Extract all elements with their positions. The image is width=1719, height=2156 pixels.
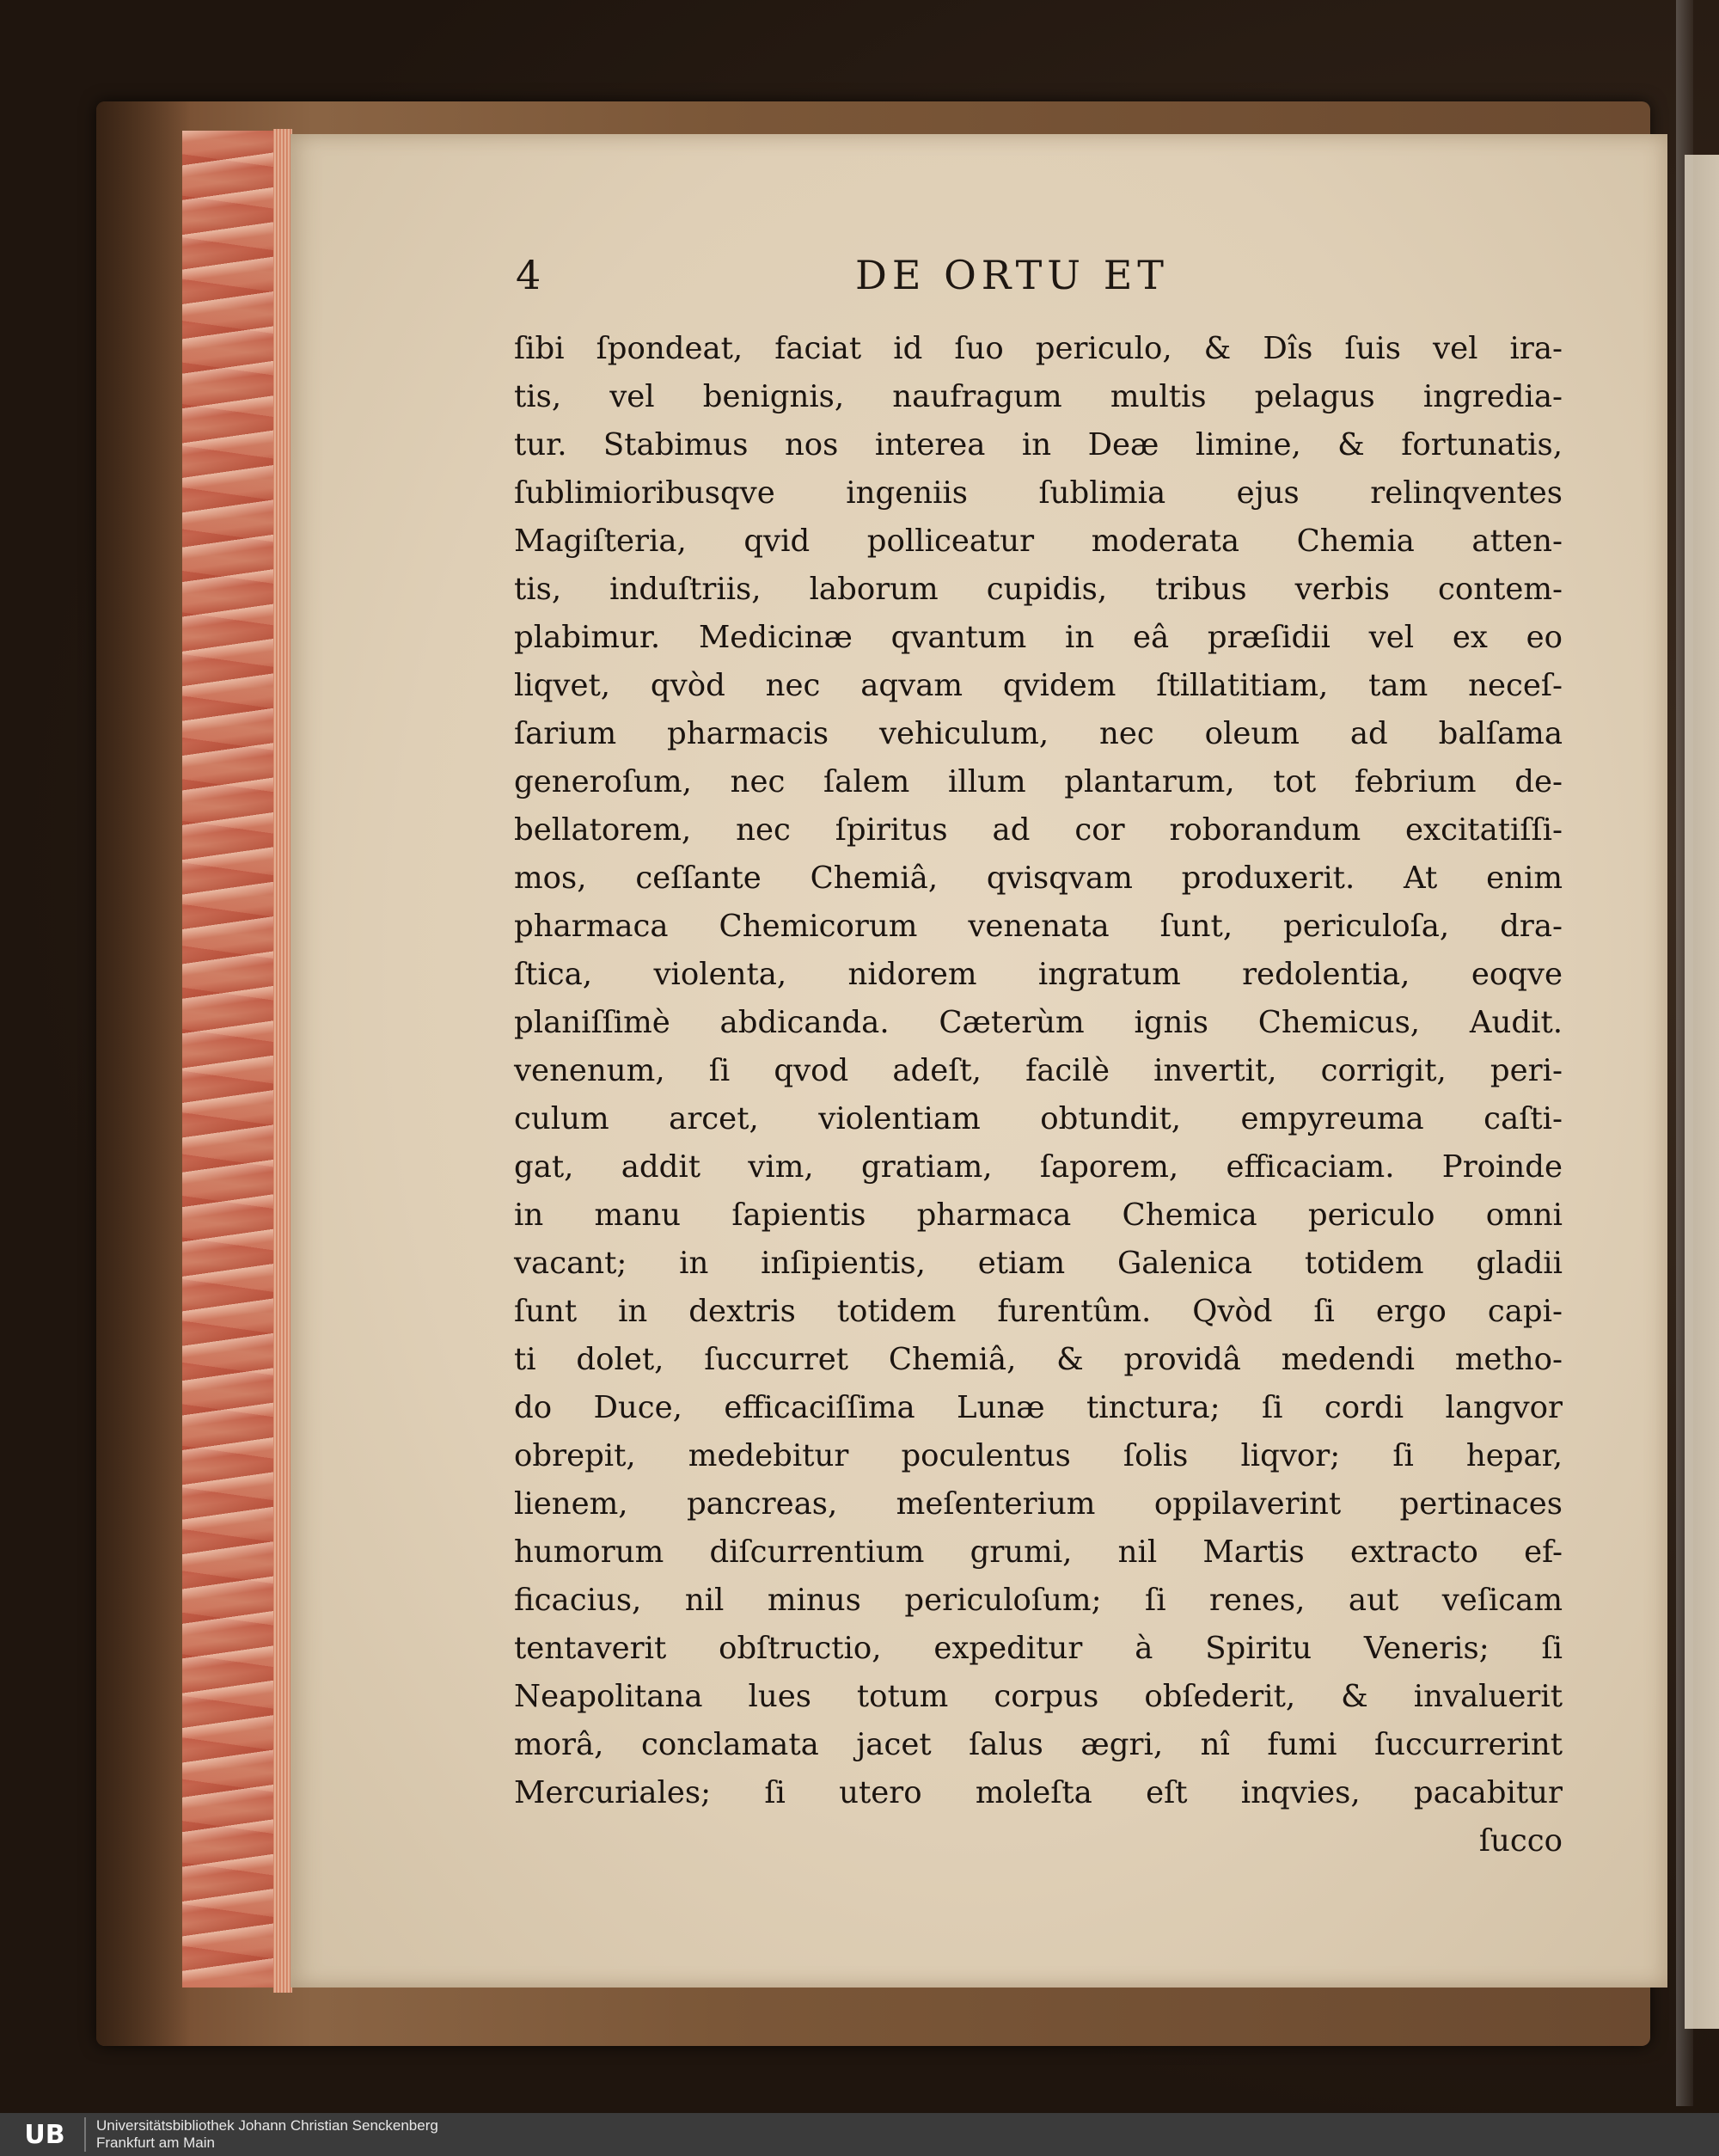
text-line: Neapolitana lues totum corpus obſederit, & invaluerit xyxy=(514,1679,1563,1714)
page-block-edge xyxy=(273,129,292,1993)
book-clamp xyxy=(1676,0,1693,2106)
text-line: morâ, conclamata jacet ſalus ægri, nî fumi ſuccurrerint xyxy=(514,1727,1563,1762)
page-header xyxy=(516,249,1220,318)
text-line: culum arcet, violentiam obtundit, empyreuma caſti- xyxy=(514,1101,1563,1136)
text-line: generoſum, nec ſalem illum plantarum, tot febrium de- xyxy=(514,764,1563,799)
text-line: ſunt in dextris totidem furentûm. Qvòd ſi ergo capi- xyxy=(514,1294,1563,1329)
footer-text xyxy=(96,2117,438,2152)
text-line: ſublimioribusqve ingeniis ſublimia ejus relinqventes xyxy=(514,475,1563,511)
text-line: ſibi ſpondeat, faciat id ſuo periculo, & Dîs ſuis vel ira- xyxy=(514,331,1563,366)
spine-shadow xyxy=(96,101,191,2046)
text-line: tis, vel benignis, naufragum multis pelagus ingredia- xyxy=(514,379,1563,414)
text-line: planiſſimè abdicanda. Cæterùm ignis Chemicus, Audit. xyxy=(514,1005,1563,1040)
marbled-endpaper xyxy=(182,131,282,1988)
page-number: 4 xyxy=(516,252,541,298)
text-line: venenum, ſi qvod adeſt, facilè invertit, corrigit, peri- xyxy=(514,1053,1563,1088)
text-line: do Duce, efficaciſſima Lunæ tinctura; ſi cordi langvor xyxy=(514,1390,1563,1425)
text-line: pharmaca Chemicorum venenata ſunt, periculoſa, dra- xyxy=(514,909,1563,944)
text-line: plabimur. Medicinæ qvantum in eâ præſidii vel ex eo xyxy=(514,620,1563,655)
text-line: humorum diſcurrentium grumi, nil Martis extracto ef- xyxy=(514,1534,1563,1570)
body-text xyxy=(514,325,1563,1865)
text-line: ficacius, nil minus periculoſum; ſi renes, aut veſicam xyxy=(514,1583,1563,1618)
text-line: tentaverit obſtructio, expeditur à Spiritu Veneris; ſi xyxy=(514,1631,1563,1666)
text-line: bellatorem, nec ſpiritus ad cor roborandum excitatiſſi- xyxy=(514,812,1563,848)
text-line: obrepit, medebitur poculentus ſolis liqvor; ſi hepar, xyxy=(514,1438,1563,1473)
text-line: tur. Stabimus nos interea in Deæ limine, & fortunatis, xyxy=(514,427,1563,462)
text-line: ſtica, violenta, nidorem ingratum redolentia, eoqve xyxy=(514,957,1563,992)
text-line: Magiſteria, qvid polliceatur moderata Chemia atten- xyxy=(514,524,1563,559)
text-line: ti dolet, ſuccurret Chemiâ, & providâ medendi metho- xyxy=(514,1342,1563,1377)
text-line: ſarium pharmacis vehiculum, nec oleum ad balſama xyxy=(514,716,1563,751)
text-line: Mercuriales; ſi utero moleſta eſt inqvies, pacabitur xyxy=(514,1775,1563,1810)
catchword: ſucco xyxy=(1478,1823,1563,1859)
footer-bar xyxy=(0,2113,1719,2156)
library-name: Universitätsbibliothek Johann Christian Senckenberg xyxy=(96,2117,438,2134)
ub-logo-icon: UB xyxy=(5,2117,86,2152)
library-city: Frankfurt am Main xyxy=(96,2135,215,2151)
text-line: tis, induſtriis, laborum cupidis, tribus verbis contem- xyxy=(514,572,1563,607)
text-line: in manu ſapientis pharmaca Chemica periculo omni xyxy=(514,1197,1563,1233)
text-line: mos, ceſſante Chemiâ, qvisqvam produxerit. At enim xyxy=(514,861,1563,896)
running-head: DE ORTU ET xyxy=(855,252,1169,298)
text-line: gat, addit vim, gratiam, ſaporem, efficaciam. Proinde xyxy=(514,1149,1563,1185)
text-line: liqvet, qvòd nec aqvam qvidem ſtillatitiam, tam neceſ- xyxy=(514,668,1563,703)
text-line: vacant; in inſipientis, etiam Galenica totidem gladii xyxy=(514,1246,1563,1281)
text-line: lienem, pancreas, meſenterium oppilaverint pertinaces xyxy=(514,1486,1563,1522)
